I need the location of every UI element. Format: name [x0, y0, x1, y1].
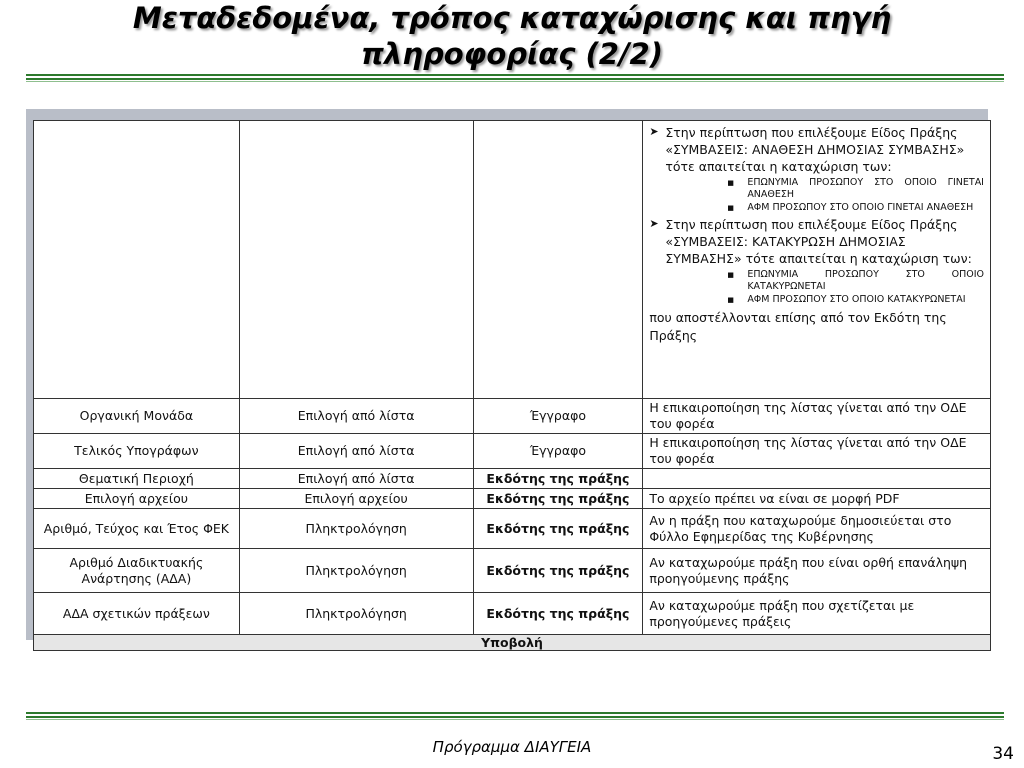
- condition-item-2: [649, 216, 984, 267]
- entry-method-cell: Πληκτρολόγηση: [239, 593, 473, 635]
- table-row: [34, 434, 991, 469]
- submit-row: [34, 635, 991, 651]
- table-row: [34, 549, 991, 593]
- table-cell: [473, 121, 643, 399]
- metadata-table-container: [33, 120, 991, 648]
- field-name-cell: Θεματική Περιοχή: [34, 469, 240, 489]
- condition-sublist-2: [727, 269, 984, 306]
- arrow-bullet-icon: ➤: [649, 217, 659, 230]
- table-row: [34, 469, 991, 489]
- note-cell: Αν καταχωρούμε πράξη που είναι ορθή επανάληψη προηγούμενης πράξης: [643, 549, 991, 593]
- entry-method-cell: Πληκτρολόγηση: [239, 509, 473, 549]
- field-name-cell: Αριθμό Διαδικτυακής Ανάρτησης (ΑΔΑ): [34, 549, 240, 593]
- square-bullet-icon: ■: [727, 179, 734, 187]
- table-row: [34, 489, 991, 509]
- footer-program-name: Πρόγραμμα ΔΙΑΥΓΕΙΑ: [432, 738, 592, 756]
- table-row: [34, 399, 991, 434]
- field-name-cell: ΑΔΑ σχετικών πράξεων: [34, 593, 240, 635]
- field-name-cell: Οργανική Μονάδα: [34, 399, 240, 434]
- table-row-first: [34, 121, 991, 399]
- source-cell: Εκδότης της πράξης: [473, 489, 643, 509]
- note-cell: Αν η πράξη που καταχωρούμε δημοσιεύεται στο Φύλλο Εφημερίδας της Κυβέρνησης: [643, 509, 991, 549]
- note-cell: Το αρχείο πρέπει να είναι σε μορφή PDF: [643, 489, 991, 509]
- source-cell: Εκδότης της πράξης: [473, 509, 643, 549]
- list-item: ■ ΑΦΜ ΠΡΟΣΩΠΟΥ ΣΤΟ ΟΠΟΙΟ ΚΑΤΑΚΥΡΩΝΕΤΑΙ: [727, 294, 966, 305]
- table-cell: [34, 121, 240, 399]
- entry-method-cell: Επιλογή αρχείου: [239, 489, 473, 509]
- arrow-bullet-icon: ➤: [649, 125, 659, 138]
- source-cell: Έγγραφο: [473, 399, 643, 434]
- field-name-cell: Αριθμό, Τεύχος και Έτος ΦΕΚ: [34, 509, 240, 549]
- table-cell: [239, 121, 473, 399]
- entry-method-cell: Επιλογή από λίστα: [239, 469, 473, 489]
- square-bullet-icon: ■: [727, 296, 734, 304]
- condition-text-2: Στην περίπτωση που επιλέξουμε Είδος Πράξης «ΣΥΜΒΑΣΕΙΣ: ΚΑΤΑΚΥΡΩΣΗ ΔΗΜΟΣΙΑΣ ΣΥΜΒΑΣΗΣ» τότε απαιτείται η καταχώριση των:: [665, 217, 972, 266]
- slide-title-line-1: Μεταδεδομένα, τρόπος καταχώρισης και πηγή: [132, 1, 892, 35]
- source-cell: Εκδότης της πράξης: [473, 593, 643, 635]
- source-cell: Εκδότης της πράξης: [473, 469, 643, 489]
- entry-method-cell: Επιλογή από λίστα: [239, 434, 473, 469]
- list-item: ■ ΕΠΩΝΥΜΙΑ ΠΡΟΣΩΠΟΥ ΣΤΟ ΟΠΟΙΟ ΚΑΤΑΚΥΡΩΝΕΤΑΙ: [727, 269, 984, 292]
- table-row: [34, 593, 991, 635]
- page-number: 34: [992, 744, 1014, 764]
- source-cell: Εκδότης της πράξης: [473, 549, 643, 593]
- slide-title-line-2: πληροφορίας (2/2): [361, 37, 663, 71]
- note-cell: Η επικαιροποίηση της λίστας γίνεται από την ΟΔΕ του φορέα: [643, 434, 991, 469]
- list-item: ■ ΑΦΜ ΠΡΟΣΩΠΟΥ ΣΤΟ ΟΠΟΙΟ ΓΙΝΕΤΑΙ ΑΝΑΘΕΣΗ: [727, 202, 974, 213]
- square-bullet-icon: ■: [727, 204, 734, 212]
- condition-item-1: [649, 124, 984, 175]
- note-cell: Η επικαιροποίηση της λίστας γίνεται από την ΟΔΕ του φορέα: [643, 399, 991, 434]
- condition-tail-text: που αποστέλλονται επίσης από τον Εκδότη της Πράξης: [649, 310, 947, 343]
- entry-method-cell: Επιλογή από λίστα: [239, 399, 473, 434]
- metadata-table: [33, 120, 991, 651]
- slide-title: [0, 0, 1024, 72]
- note-cell: [643, 469, 991, 489]
- source-cell: Έγγραφο: [473, 434, 643, 469]
- field-name-cell: Τελικός Υπογράφων: [34, 434, 240, 469]
- bottom-divider: [26, 712, 1004, 720]
- field-name-cell: Επιλογή αρχείου: [34, 489, 240, 509]
- top-divider: [26, 74, 1004, 82]
- entry-method-cell: Πληκτρολόγηση: [239, 549, 473, 593]
- note-cell: Αν καταχωρούμε πράξη που σχετίζεται με προηγούμενες πράξεις: [643, 593, 991, 635]
- submit-button[interactable]: Υποβολή: [34, 635, 991, 651]
- condition-text-1: Στην περίπτωση που επιλέξουμε Είδος Πράξης «ΣΥΜΒΑΣΕΙΣ: ΑΝΑΘΕΣΗ ΔΗΜΟΣΙΑΣ ΣΥΜΒΑΣΗΣ» τότε απαιτείται η καταχώριση των:: [665, 125, 965, 174]
- condition-sublist-1: [727, 177, 984, 214]
- square-bullet-icon: ■: [727, 271, 734, 279]
- table-row: [34, 509, 991, 549]
- list-item: ■ ΕΠΩΝΥΜΙΑ ΠΡΟΣΩΠΟΥ ΣΤΟ ΟΠΟΙΟ ΓΙΝΕΤΑΙ ΑΝΑΘΕΣΗ: [727, 177, 984, 200]
- table-cell-conditions: [643, 121, 991, 399]
